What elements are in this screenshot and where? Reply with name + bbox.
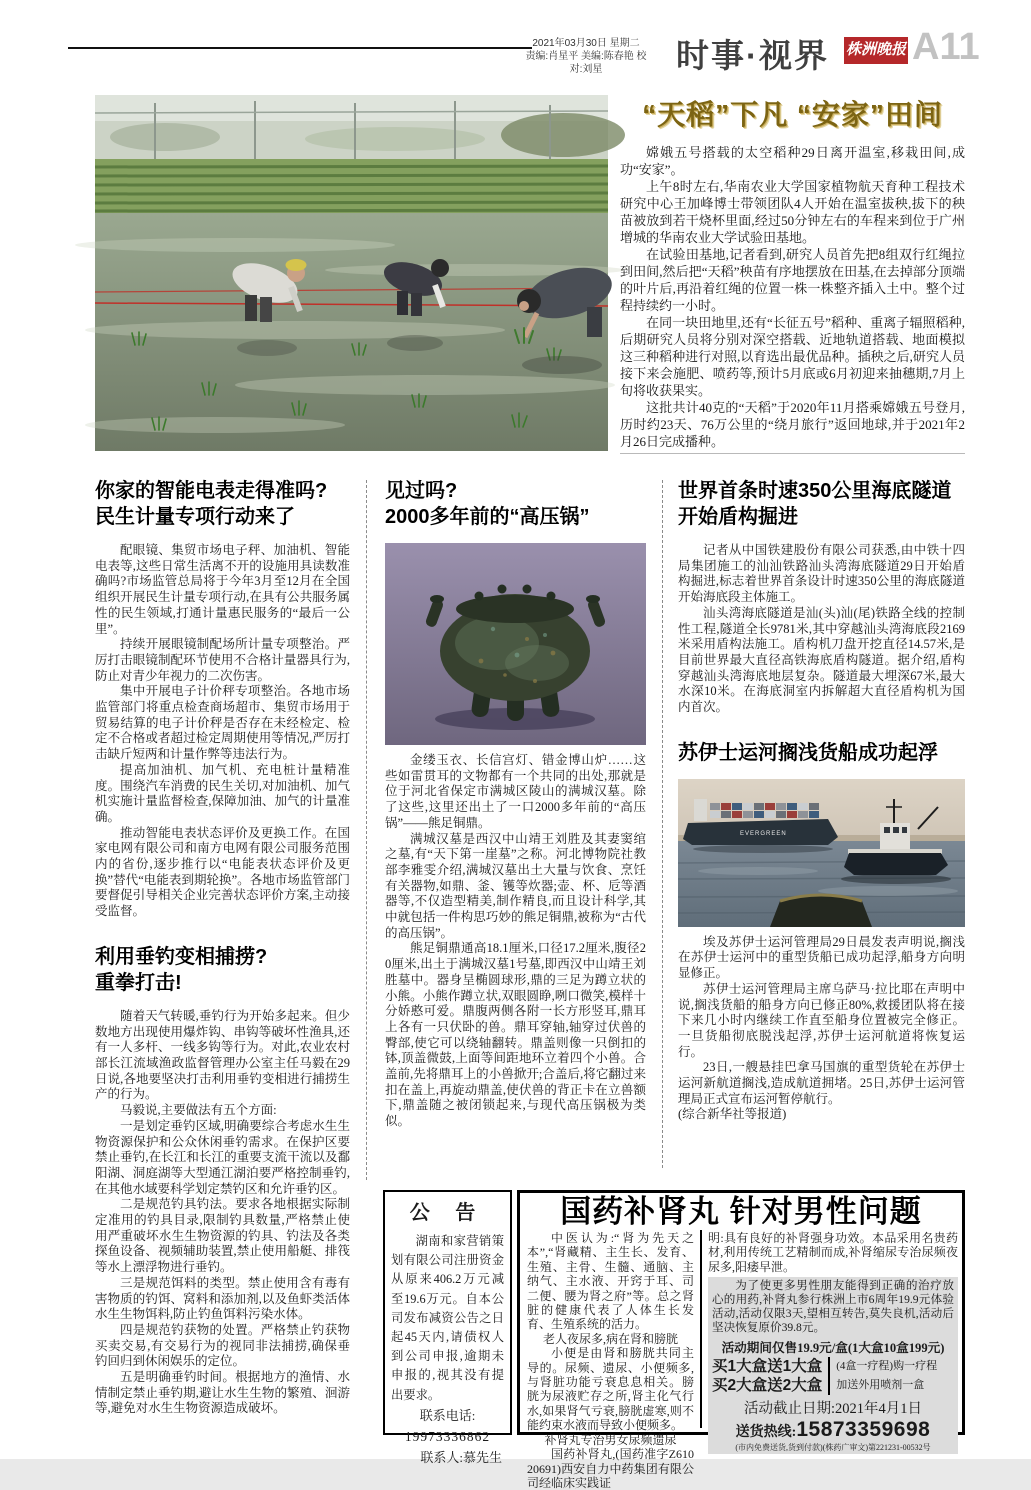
- ad-subhead: 老人夜尿多,病在肾和膀胱: [542, 1331, 678, 1346]
- notice-contact: 联系人:慕先生: [420, 1449, 502, 1465]
- ad-offer-notes: (4盒一疗程)购一疗程 加送外用喷剂一盒: [836, 1360, 938, 1392]
- paragraph: 四是规范钓获物的处置。严格禁止钓获物买卖交易,有交易行为的视同非法捕捞,确保垂钓回归到休闲娱乐的定位。: [95, 1322, 350, 1369]
- paragraph: 配眼镜、集贸市场电子秤、加油机、智能电表等,这些日常生活离不开的设施用具读数准确吗?市场监管总局将于今年3月至12月在全国组织开展民生计量专项行动,在具有公共服务属性的民生领域,打通计量惠民服务的“最后一公里”。: [95, 543, 350, 636]
- paragraph: 二是规范钓具钓法。要求各地根据实际制定准用的钓具目录,限制钓具数量,严格禁止使用严重破坏水生生物资源的钓具、钓法及各类探鱼设备、视频辅助装置,禁止使用船艇、排筏等水上漂浮物进行垂钓。: [95, 1197, 350, 1275]
- article-tunnel: [678, 478, 965, 716]
- bronze-ding-photo: [385, 543, 646, 745]
- ad-paragraph: 小便是由肾和膀胱共同主导的。尿频、遗尿、小便频多,与肾脏功能亏衰息息相关。膀胱为尿液贮存之所,肾主化气行水,如果肾气亏衰,膀胱虚寒,则不能约束水液而导致小便频多。: [527, 1346, 694, 1433]
- tunnel-headline: 世界首条时速350公里海底隧道 开始盾构掘进: [678, 480, 952, 528]
- date-text: 2021年03月30日 星期二: [532, 38, 640, 49]
- fishing-headline: 利用垂钓变相捕捞? 重拳打击!: [95, 945, 268, 994]
- lead-paragraph: 在同一块田地里,还有“长征五号”稻种、重离子辐照稻种,后期研究人员将分别对深空搭载、近地轨道搭载、地面模拟这三种稻种进行对照,以育选出最优品种。插秧之后,研究人员接下来会施肥、喷药等,预计5月底或6月初迎来抽穗期,7月上旬将收获果实。: [620, 315, 965, 398]
- paddy-photo-illustration: [95, 95, 608, 451]
- masthead-logo: 株洲晚报: [844, 37, 908, 64]
- ad-paragraph: 中医认为:“肾为先天之本”,“肾藏精、主生长、发育、生殖、主骨、生髓、通脑、主纳气、主水液、开窍于耳、司二便、腰为肾之府”等。总之肾脏的健康代表了人体生长发育、生殖系统的活力。: [527, 1231, 694, 1332]
- paragraph: 随着天气转暖,垂钓行为开始多起来。但少数地方出现使用爆炸钩、串钩等破坏性渔具,还有一人多杆、一线多钩等行为。对此,农业农村部长江流域渔政监督管理办公室主任马毅在29日说,各地要坚决打击利用垂钓变相进行捕捞生产的行为。: [95, 1008, 350, 1102]
- ad-right-column: [702, 1230, 962, 1453]
- ad-promo-panel: [708, 1277, 958, 1454]
- paragraph: 三是规范饵料的类型。禁止使用含有毒有害物质的钓饵、窝料和添加剂,以及鱼虾类活体水生生物饵料,防止钓鱼饵料污染水体。: [95, 1275, 350, 1322]
- paragraph: 汕头湾海底隧道是汕(头)汕(尾)铁路全线的控制性工程,隧道全长9781米,其中穿越汕头湾海底段2169米采用盾构法施工。盾构机刀盘开挖直径14.57米,是目前世界最大直径高铁海底盾构隧道。据介绍,盾构穿越汕头湾海底地层复杂。隧道最大埋深67米,最大水深10米。在海底洞室内拆解超大直径盾构机为国内首次。: [678, 605, 965, 715]
- ad-fine-print: (市内免费送货,货到付款)(株药广审文)第221231-00532号: [735, 1443, 931, 1453]
- meter-headline: 你家的智能电表走得准吗? 民生计量专项行动来了: [95, 480, 328, 528]
- container-ship: [683, 799, 838, 853]
- lead-story: [620, 98, 965, 450]
- svg-text:EVERGREEN: EVERGREEN: [740, 830, 787, 837]
- paragraph: 金缕玉衣、长信宫灯、错金博山炉……这些如雷贯耳的文物都有一个共同的出处,那就是位于河北省保定市满城区陵山的满城汉墓。除了这些,这里还出土了一口2000多年前的“高压锅”——熊足铜鼎。: [385, 753, 646, 830]
- staff-text: 责编:肖星平 美编:陈春艳 校对:刘星: [525, 51, 647, 75]
- lead-paragraph: 这批共计40克的“天稻”于2020年11月搭乘嫦娥五号登月,历时约23天、76万公里的“绕月旅行”返回地球,并于2021年2月26日完成播种。: [620, 400, 965, 449]
- ad-offers: [712, 1357, 954, 1395]
- notice-title: 公 告: [409, 1202, 486, 1224]
- notice-phone-label: 联系电话:: [419, 1407, 476, 1423]
- article-meter: [95, 478, 350, 920]
- ad-paragraph: 国药补肾丸,(国药准字Z61020691)西安自力中药集团有限公司经临床实践证: [527, 1447, 694, 1490]
- right-column: [678, 478, 965, 1123]
- paragraph: 五是明确垂钓时间。根据地方的渔情、水情制定禁止垂钓期,避让水生生物的繁殖、洄游等,避免对水生生物资源造成破坏。: [95, 1370, 350, 1416]
- lead-headline: “天稻”下凡 “安家”田间: [642, 99, 943, 130]
- paragraph: 苏伊士运河管理局主席乌萨马·拉比耶在声明中说,搁浅货船的船身方向已修正80%,救援团队将在接下来几小时内继续工作直至船身位置被完全修正。一旦货船彻底脱浅起浮,苏伊士运河航道将恢复运行。: [678, 981, 965, 1059]
- middle-column: [385, 478, 646, 1130]
- suez-ship-photo: [678, 779, 965, 927]
- notice-ad: [383, 1190, 512, 1465]
- paragraph: 记者从中国铁建股份有限公司获悉,由中铁十四局集团施工的汕汕铁路汕头湾海底隧道29日开始盾构掘进,标志着世界首条设计时速350公里的海底隧道开始海底段主体施工。: [678, 543, 965, 605]
- paddy-field-photo: [95, 95, 608, 451]
- hotline-number: 15873359698: [796, 1418, 931, 1442]
- paragraph: 23日,一艘悬挂巴拿马国旗的重型货轮在苏伊士运河新航道搁浅,造成航道拥堵。25日,苏伊士运河管理局正式宣布运河暂停航行。: [678, 1060, 965, 1106]
- ad-promo-text: 为了使更多男性朋友能得到正确的治疗放心的用药,补肾丸参行株洲上市6周年19.9元体验活动,活动仅限3天,望相互转告,莫失良机,活动后坚决恢复原价39.8元。: [712, 1279, 954, 1335]
- ad-paragraph: 明:具有良好的补肾强身功效。本品采用名贵药材,利用传统工艺精制而成,补肾缩尿专治尿频夜尿多,阳痿早泄。: [708, 1231, 958, 1274]
- hotline-label: 送货热线:: [735, 1425, 797, 1441]
- article-fishing: [95, 944, 350, 1417]
- ad-left-column: [520, 1230, 702, 1490]
- header-rule: [68, 47, 532, 49]
- notice-body: 湖南和家营销策划有限公司注册资金从原来406.2万元减至19.6万元。自本公司发布减资公告之日起45天内,请债权人到公司申报,逾期未申报的,视其没有提出要求。: [391, 1234, 504, 1402]
- lead-paragraph: 嫦娥五号搭载的太空稻种29日离开温室,移栽田间,成功“安家”。: [620, 145, 965, 177]
- ad-subhead: 补肾丸专治男女尿频遗尿: [544, 1432, 677, 1447]
- ad-title: 国药补肾丸 针对男性问题: [560, 1194, 922, 1229]
- lead-divider-rule: [620, 453, 965, 454]
- article-cooker: [385, 478, 646, 1130]
- cooker-headline: 见过吗? 2000多年前的“高压锅”: [385, 480, 590, 528]
- paragraph: 集中开展电子计价秤专项整治。各地市场监管部门将重点检查商场超市、集贸市场用于贸易结算的电子计价秤是否存在未经检定、检定不合格或者超过检定周期使用等情况,严厉打击缺斤短两和计量作弊等违法行为。: [95, 684, 350, 762]
- paragraph: 持续开展眼镜制配场所计量专项整治。严厉打击眼镜制配环节使用不合格计量器具行为,防止对青少年视力的二次伤害。: [95, 637, 350, 683]
- page-number: A11: [912, 26, 980, 68]
- paragraph: 马毅说,主要做法有五个方面:: [120, 1103, 277, 1118]
- notice-phone-number: 19973336862: [404, 1428, 491, 1444]
- ad-price-line: 活动期间仅售19.9元/盒(1大盒10盒199元): [721, 1341, 945, 1356]
- ad-deadline: 活动截止日期:2021年4月1日: [743, 1401, 923, 1418]
- kidney-pill-ad: [517, 1190, 965, 1490]
- left-column: [95, 478, 350, 1417]
- article-suez: [678, 740, 965, 1123]
- column-divider: [662, 480, 663, 1168]
- ad-body: [520, 1230, 962, 1490]
- header-dateline: [522, 37, 650, 76]
- ad-offer-main: 买1大盒送1大盒 买2大盒送2大盒: [712, 1357, 830, 1395]
- suez-byline: (综合新华社等报道): [678, 1107, 787, 1122]
- ad-hotline: [712, 1418, 954, 1442]
- lead-paragraph: 上午8时左右,华南农业大学国家植物航天育种工程技术研究中心王加峰博士带领团队4人开始在温室拔秧,拔下的秧苗被放到若干烧杯里面,经过50分钟左右的车程来到位于广州增城的华南农业大学试验田基地。: [620, 179, 965, 245]
- paragraph: 满城汉墓是西汉中山靖王刘胜及其妻窦绾之墓,有“天下第一崖墓”之称。河北博物院社教部李雅雯介绍,满城汉墓出土大量与饮食、烹饪有关器物,如鼎、釜、镬等炊器;壶、杯、卮等酒器等,不仅造型精美,制作精良,而且设计科学,其中就包括一件构思巧妙的熊足铜鼎,被称为“古代的高压锅”。: [385, 831, 646, 940]
- suez-headline: 苏伊士运河搁浅货船成功起浮: [678, 741, 938, 764]
- lead-paragraph: 在试验田基地,记者看到,研究人员首先把8组双行红绳拉到田间,然后把“天稻”秧苗有序地摆放在田基,在去掉部分顶端的叶片后,再沿着红绳的位置一株一株整齐插入土中。整个过程持续约一小时。: [620, 247, 965, 313]
- paragraph: 提高加油机、加气机、充电桩计量精准度。围绕汽车消费的民生关切,对加油机、加气机实施计量监督检查,保障加油、加气的计量准确。: [95, 762, 350, 824]
- paragraph: 一是划定垂钓区域,明确要综合考虑水生生物资源保护和公众休闲垂钓需求。在保护区要禁止垂钓,在长江和长江的重要支流干流以及鄱阳湖、洞庭湖等大型通江湖泊要严格控制垂钓,在其他水域要科学划定禁钓区和允许垂钓区。: [95, 1118, 350, 1196]
- paragraph: 埃及苏伊士运河管理局29日晨发表声明说,搁浅在苏伊士运河中的重型货船已成功起浮,船身方向明显修正。: [678, 934, 965, 981]
- column-divider: [366, 480, 367, 1180]
- section-title: 时事·视界: [676, 37, 829, 74]
- paragraph: 推动智能电表状态评价及更换工作。在国家电网有限公司和南方电网有限公司服务范围内的省份,逐步推行以“电能表状态评价及更换”替代“电能表到期轮换”。各地市场监管部门要督促引导相关企业完善状态评价方案,主动接受监督。: [95, 825, 350, 919]
- paragraph: 熊足铜鼎通高18.1厘米,口径17.2厘米,腹径20厘米,出土于满城汉墓1号墓,即西汉中山靖王刘胜墓中。器身呈椭圆球形,鼎的三足为蹲立状的小熊。小熊作蹲立状,双眼圆睁,咧口微笑,模样十分娇憨可爱。鼎腹两侧各附一长方形竖耳,鼎耳上各有一只伏卧的兽。鼎耳穿轴,轴穿过伏兽的臀部,使它可以绕轴翻转。鼎盖则像一只倒扣的钵,顶盖微鼓,上面等间距地环立着四个小兽。合盖前,先将鼎耳上的小兽掀开;合盖后,将它翻过来扣在盖上,再旋动鼎盖,使伏兽的背正卡在立兽额下,鼎盖随之被闭锁起来,与现代高压锅极为类似。: [385, 941, 646, 1129]
